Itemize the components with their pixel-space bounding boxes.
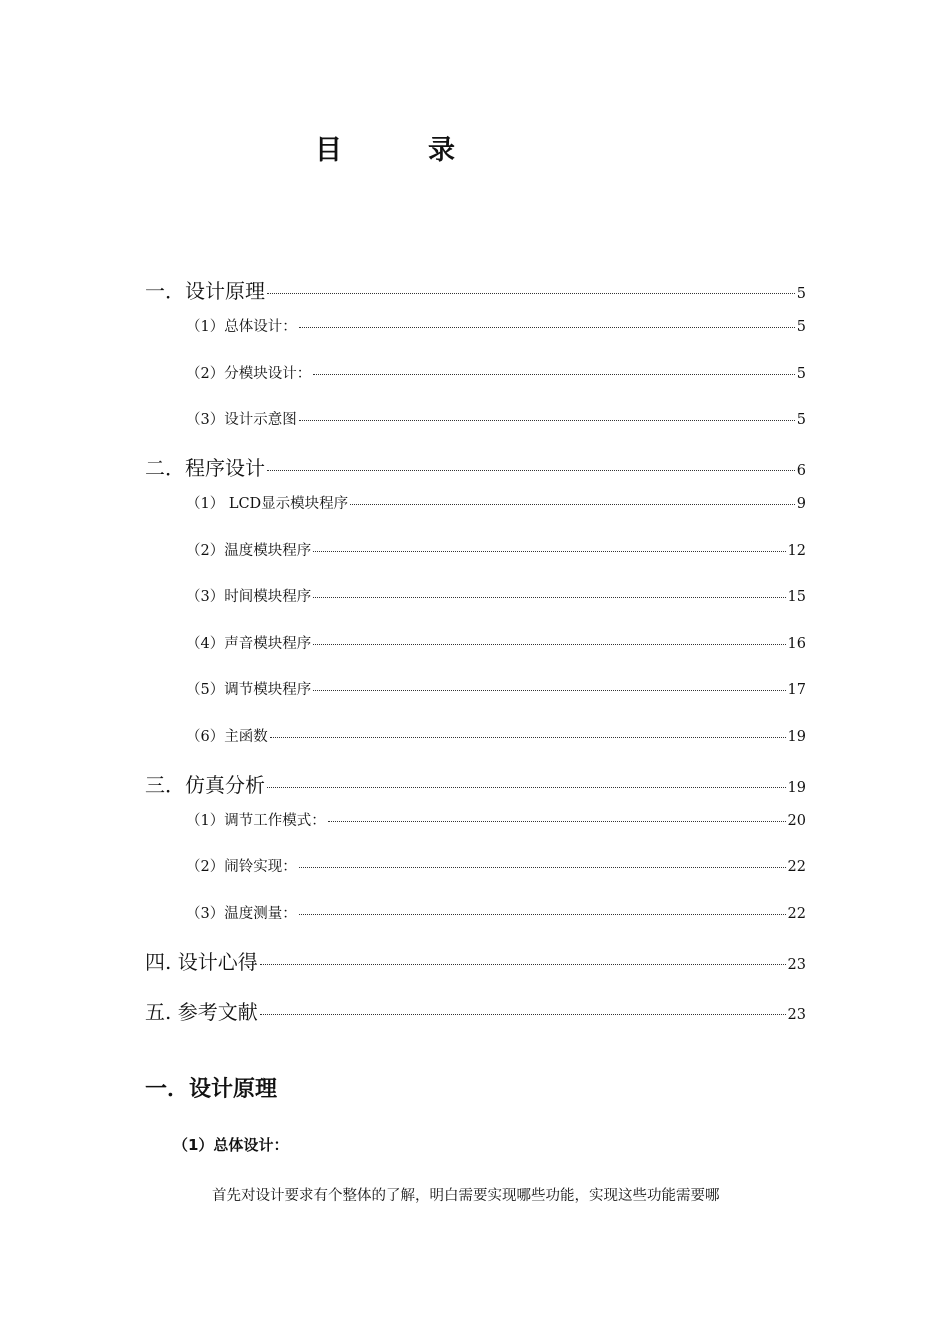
body-paragraph: 首先对设计要求有个整体的了解，明白需要实现哪些功能，实现这些功能需要哪 — [212, 1188, 720, 1204]
toc-entry-label: （3）设计示意图 — [186, 412, 297, 428]
toc-entry-page: 22 — [787, 859, 806, 875]
toc-title-char-1: 目 — [315, 135, 342, 166]
toc-entry[interactable] — [145, 452, 806, 481]
toc-entry[interactable] — [186, 725, 806, 746]
toc-entry-label: （1）总体设计： — [186, 319, 297, 335]
toc-leader-dots — [313, 690, 785, 691]
toc-leader-dots — [267, 293, 795, 294]
toc-entry-label: （5）调节模块程序 — [186, 682, 312, 698]
toc-leader-dots — [299, 914, 786, 915]
toc-leader-dots — [260, 964, 786, 965]
section-heading: 一．设计原理 — [145, 1077, 278, 1102]
toc-entry-page: 17 — [787, 682, 806, 698]
toc-entry-label: （6）主函数 — [186, 729, 268, 745]
toc-entry[interactable] — [186, 678, 806, 699]
toc-entry[interactable] — [186, 408, 806, 429]
toc-entry[interactable] — [186, 362, 806, 383]
subsection-heading: （1）总体设计： — [173, 1136, 289, 1154]
toc-entry-page: 23 — [787, 957, 806, 973]
toc-entry-page: 5 — [796, 412, 806, 428]
toc-entry-label: 一．设计原理 — [145, 279, 265, 303]
toc-entry-page: 5 — [796, 319, 806, 335]
toc-entry[interactable] — [186, 492, 806, 513]
toc-entry-label: （3）温度测量： — [186, 906, 297, 922]
toc-entry[interactable] — [145, 275, 806, 304]
toc-entry-label: （2）闹铃实现： — [186, 859, 297, 875]
toc-entry-page: 5 — [796, 366, 806, 382]
toc-title — [0, 128, 770, 167]
toc-entry-page: 22 — [787, 906, 806, 922]
toc-entry-label: （2）温度模块程序 — [186, 543, 312, 559]
toc-entry-label: 二．程序设计 — [145, 456, 265, 480]
toc-entry-page: 5 — [796, 286, 806, 302]
toc-leader-dots — [313, 644, 785, 645]
toc-entry[interactable] — [186, 539, 806, 560]
toc-entry-page: 16 — [787, 636, 806, 652]
toc-leader-dots — [267, 470, 795, 471]
toc-leader-dots — [267, 787, 786, 788]
toc-entry-label: （2）分模块设计： — [186, 366, 312, 382]
toc-entry-page: 20 — [787, 813, 806, 829]
toc-leader-dots — [299, 420, 795, 421]
toc-entry[interactable] — [186, 809, 806, 830]
toc-entry-page: 6 — [796, 463, 806, 479]
toc-entry-label: （3）时间模块程序 — [186, 589, 312, 605]
toc-entry-page: 23 — [787, 1007, 806, 1023]
toc-entry-page: 19 — [787, 729, 806, 745]
toc-leader-dots — [328, 821, 786, 822]
toc-leader-dots — [299, 327, 795, 328]
toc-entry-page: 12 — [787, 543, 806, 559]
toc-entry-label: 三．仿真分析 — [145, 773, 265, 797]
toc-entry-page: 19 — [787, 780, 806, 796]
toc-entry[interactable] — [145, 946, 806, 975]
toc-entry-label: （1） LCD显示模块程序 — [186, 496, 349, 512]
toc-entry[interactable] — [145, 996, 806, 1025]
toc-leader-dots — [299, 867, 786, 868]
toc-entry[interactable] — [186, 585, 806, 606]
toc-entry-label: （1）调节工作模式： — [186, 813, 326, 829]
toc-leader-dots — [260, 1014, 786, 1015]
toc-entry-label: 四. 设计心得 — [145, 950, 258, 974]
toc-leader-dots — [313, 551, 785, 552]
toc-entry[interactable] — [186, 632, 806, 653]
toc-entry[interactable] — [145, 769, 806, 798]
toc-entry[interactable] — [186, 315, 806, 336]
toc-entry[interactable] — [186, 902, 806, 923]
toc-title-char-2: 录 — [428, 135, 455, 166]
toc-entry-page: 15 — [787, 589, 806, 605]
toc-leader-dots — [313, 597, 785, 598]
toc-leader-dots — [270, 737, 786, 738]
toc-leader-dots — [313, 374, 795, 375]
toc-entry[interactable] — [186, 855, 806, 876]
toc-leader-dots — [350, 504, 795, 505]
toc-entry-label: 五. 参考文献 — [145, 1000, 258, 1024]
toc-entry-label: （4）声音模块程序 — [186, 636, 312, 652]
toc-entry-page: 9 — [796, 496, 806, 512]
